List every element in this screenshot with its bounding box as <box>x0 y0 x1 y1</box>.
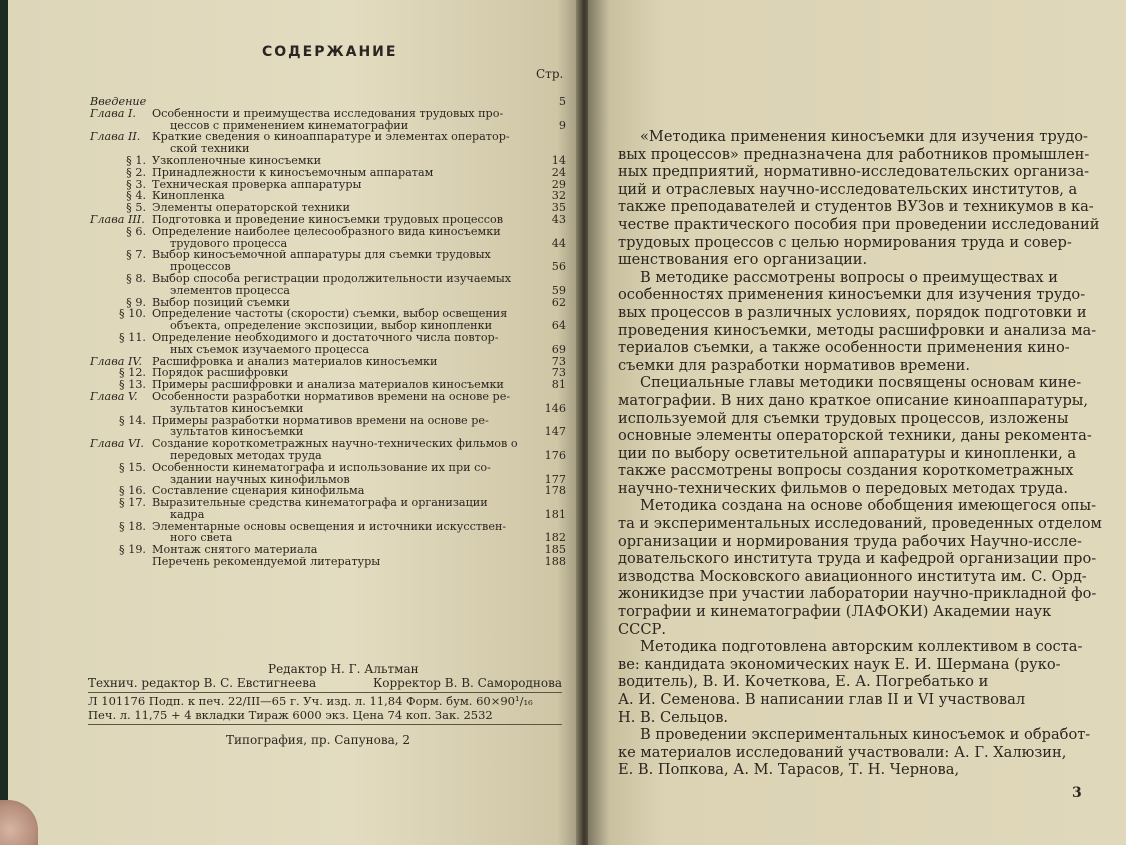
text-line: ции по выбору осветительной аппаратуры и кинопленки, а <box>618 444 1077 462</box>
text-line: СССР. <box>618 620 666 638</box>
toc-entry <box>90 226 566 238</box>
toc-entry-label: § 6. <box>126 224 146 238</box>
toc-entry <box>90 438 566 450</box>
text-line: проведения киносъемки, методы расшифровки и анализа ма- <box>618 321 1097 339</box>
toc-entry-label: Глава III. <box>90 212 145 226</box>
text-line: ных предприятий, нормативно-исследовательских организа- <box>618 163 1090 181</box>
toc-entry-label: § 10. <box>119 307 146 321</box>
toc-entry-page: 177 <box>544 472 566 486</box>
text-line: ций и отраслевых научно-исследовательских институтов, а <box>618 180 1078 198</box>
toc-entry-label: § 4. <box>126 189 146 203</box>
toc-entry-page: 59 <box>551 283 566 297</box>
toc-entry-title: ской техники <box>170 142 250 156</box>
toc-entry-title: Монтаж снятого материала <box>152 543 318 557</box>
toc-entry-title: Элементы операторской техники <box>152 201 350 215</box>
toc-entry <box>90 344 566 356</box>
toc-entry-page: 5 <box>558 95 566 108</box>
text-line: та и экспериментальных исследований, проведенных отделом <box>618 515 1102 533</box>
toc-entry-label: Глава I. <box>90 106 136 120</box>
toc-entry-label: § 7. <box>126 248 146 262</box>
toc-entry <box>90 556 566 568</box>
text-line: основные элементы операторской техники, даны рекомента- <box>618 427 1092 445</box>
text-line: тографии и кинематографии (ЛАФОКИ) Академии наук <box>618 603 1052 621</box>
toc-entry-page: 24 <box>551 165 566 179</box>
toc-entry-title: Выбор киносъемочной аппаратуры для съемки трудовых <box>152 248 491 262</box>
toc-entry-title: кадра <box>170 507 205 521</box>
toc-entry-title: Составление сценария кинофильма <box>152 484 365 498</box>
toc-entry-title: Элементарные основы освещения и источники искусствен- <box>152 519 507 533</box>
toc-entry <box>90 108 566 120</box>
toc-entry <box>90 155 566 167</box>
toc-entry-label: § 18. <box>119 519 146 533</box>
annotation-text <box>618 128 1102 779</box>
text-line: особенностях применения киносъемки для изучения трудо- <box>618 286 1086 304</box>
printer-credit: Типография, пр. Сапунова, 2 <box>226 733 411 747</box>
text-line: организации и нормирования труда рабочих Научно-иссле- <box>618 532 1082 550</box>
toc-entry-label: § 16. <box>119 484 146 498</box>
toc-entry-label: Глава VI. <box>90 437 144 451</box>
toc-entry <box>90 167 566 179</box>
toc-entry-label: Глава II. <box>90 130 141 144</box>
toc-entry-title: Определение необходимого и достаточного числа повтор- <box>152 330 499 344</box>
text-line: научно-технических фильмов о передовых методах труда. <box>618 479 1069 497</box>
toc-entry-page: 69 <box>551 342 566 356</box>
toc-entry <box>90 509 566 521</box>
toc-entry <box>90 450 566 462</box>
toc-entry-title: Особенности и преимущества исследования трудовых про- <box>152 106 504 120</box>
toc-entry-title: Определение наиболее целесообразного вида киносъемки <box>152 224 501 238</box>
toc-entry-page: 64 <box>551 319 566 333</box>
text-line: вых процессов в различных условиях, порядок подготовки и <box>618 303 1087 321</box>
colophon <box>88 662 562 747</box>
toc-entry-page: 62 <box>551 295 566 309</box>
tech-editor-credit: Технич. редактор В. С. Евстигнеева <box>88 676 317 690</box>
toc-entry-title: Выбор позиций съемки <box>152 295 290 309</box>
toc-entry <box>90 285 566 297</box>
toc-entry-title: Расшифровка и анализ материалов киносъемки <box>152 354 438 368</box>
toc-entry-title: процессов <box>170 260 231 274</box>
toc-entry-page: 185 <box>544 543 566 557</box>
toc-entry-page: 56 <box>551 260 566 274</box>
text-line: также преподавателей и студентов ВУЗов и техникумов в ка- <box>618 198 1094 216</box>
toc-entry <box>90 249 566 261</box>
toc-entry-page: 146 <box>544 401 566 415</box>
toc-entry-page: 178 <box>544 484 566 498</box>
toc-entry <box>90 214 566 226</box>
toc-entry-page: 9 <box>558 118 566 132</box>
text-line: жоникидзе при участии лаборатории научно-прикладной фо- <box>618 585 1097 603</box>
toc-entry-label: § 17. <box>119 496 146 510</box>
toc-entry-title: ного света <box>170 531 233 545</box>
toc-entry-title: зультатов киносъемки <box>170 425 304 439</box>
toc-entry <box>90 391 566 403</box>
text-line: В проведении экспериментальных киносъемок и обработ- <box>640 726 1091 744</box>
toc-entry-title: Особенности кинематографа и использование их при со- <box>152 460 491 474</box>
toc-entry-label: § 2. <box>126 165 146 179</box>
toc-entry-page: 32 <box>551 189 566 203</box>
toc-entry <box>90 415 566 427</box>
toc-entry-title: элементов процесса <box>170 283 290 297</box>
text-line: Специальные главы методики посвящены основам кине- <box>640 374 1082 392</box>
toc-entry-page: 181 <box>544 507 566 521</box>
toc-entry-title: Подготовка и проведение киносъемки трудовых процессов <box>152 212 504 226</box>
toc-entry-label: Глава IV. <box>90 354 143 368</box>
toc-entry-title: передовых методах труда <box>170 448 322 462</box>
text-line: Методика создана на основе обобщения имеющегося опы- <box>640 497 1097 515</box>
toc-entry-page: 14 <box>551 153 566 167</box>
toc-entry-page: 176 <box>544 448 566 462</box>
text-line: «Методика применения киносъемки для изучения трудо- <box>640 128 1088 145</box>
toc-entry-label: § 15. <box>119 460 146 474</box>
toc-entry-label: § 11. <box>119 330 146 344</box>
toc-entry-title: Выбор способа регистрации продолжительности изучаемых <box>152 271 512 285</box>
text-line: также рассмотрены вопросы создания короткометражных <box>618 462 1074 480</box>
text-line: честве практического пособия при проведении исследований <box>618 215 1100 233</box>
table-of-contents <box>90 96 566 568</box>
toc-entry-title: цессов с применением кинематографии <box>170 118 409 132</box>
tech-editor-row <box>88 676 562 693</box>
text-line: Е. В. Попкова, А. М. Тарасов, Т. Н. Чернова, <box>618 761 960 779</box>
toc-entry-title: Кинопленка <box>152 189 225 203</box>
toc-entry-page: 44 <box>551 236 566 250</box>
editor-credit: Редактор Н. Г. Альтман <box>268 662 419 676</box>
toc-entry <box>90 521 566 533</box>
toc-entry-title: Особенности разработки нормативов времени на основе ре- <box>152 389 511 403</box>
toc-entry-label: § 9. <box>126 295 146 309</box>
text-line: трудовых процессов с целью нормирования труда и совер- <box>618 233 1072 251</box>
text-line: ве: кандидата экономических наук Е. И. Шермана (руко- <box>618 655 1061 673</box>
toc-entry <box>90 403 566 415</box>
toc-entry <box>90 497 566 509</box>
toc-entry-page: 43 <box>551 212 566 226</box>
toc-entry-title: Порядок расшифровки <box>152 366 289 380</box>
right-page <box>588 0 1126 845</box>
text-line: териалов съемки, а также особенности применения кино- <box>618 339 1070 357</box>
toc-entry-title: Определение частоты (скорости) съемки, выбор освещения <box>152 307 508 321</box>
toc-entry <box>90 131 566 143</box>
toc-entry-page: 188 <box>544 555 566 569</box>
text-line: вых процессов» предназначена для работников промышлен- <box>618 145 1090 163</box>
page-column-header: Стр. <box>536 67 564 81</box>
toc-entry-label: § 8. <box>126 271 146 285</box>
toc-entry-label: § 14. <box>119 413 146 427</box>
toc-entry-title: Техническая проверка аппаратуры <box>152 177 362 191</box>
toc-entry-label: § 3. <box>126 177 146 191</box>
toc-entry-page: 35 <box>551 201 566 215</box>
text-line: съемки для разработки нормативов времени. <box>618 356 971 374</box>
toc-entry-label: § 5. <box>126 201 146 215</box>
left-page <box>8 0 580 845</box>
toc-entry-page: 147 <box>544 425 566 439</box>
page-number: 3 <box>1072 785 1082 801</box>
text-line: используемой для съемки трудовых процессов, изложены <box>618 409 1069 427</box>
toc-entry-label: § 19. <box>119 543 146 557</box>
text-line: В методике рассмотрены вопросы о преимуществах и <box>640 268 1058 286</box>
text-line: шенствования его организации. <box>618 251 868 269</box>
toc-entry-page: 81 <box>551 378 566 392</box>
toc-entry-title: объекта, определение экспозиции, выбор кинопленки <box>170 319 493 333</box>
toc-entry-page: 29 <box>551 177 566 191</box>
toc-entry <box>90 273 566 285</box>
text-line: водитель), В. И. Кочеткова, Е. А. Погребатько и <box>618 673 989 691</box>
toc-entry-title: здании научных кинофильмов <box>170 472 350 486</box>
text-line: Методика подготовлена авторским коллективом в соста- <box>640 638 1083 656</box>
text-line: изводства Московского авиационного института им. С. Орд- <box>618 567 1087 585</box>
toc-entry-title: Краткие сведения о киноаппаратуре и элементах оператор- <box>152 130 510 144</box>
corrector-credit: Корректор В. В. Самороднова <box>372 676 562 690</box>
toc-entry-label: § 1. <box>126 153 146 167</box>
toc-entry-title: Примеры разработки нормативов времени на основе ре- <box>152 413 489 427</box>
text-line: довательского института труда и кафедрой организации про- <box>618 550 1097 568</box>
text-line: матографии. В них дано краткое описание киноаппаратуры, <box>618 391 1089 409</box>
toc-entry-title: Узкопленочные киносъемки <box>152 153 322 167</box>
toc-entry-label: § 12. <box>119 366 146 380</box>
toc-entry <box>90 462 566 474</box>
toc-entry-title: трудового процесса <box>170 236 288 250</box>
text-line: А. И. Семенова. В написании глав II и VI участвовал <box>618 691 1026 708</box>
toc-entry <box>90 332 566 344</box>
toc-entry-page: 182 <box>544 531 566 545</box>
imprint-rule <box>88 724 562 725</box>
imprint-line-2: Печ. л. 11,75 + 4 вкладки Тираж 6000 экз. Цена 74 коп. Зак. 2532 <box>88 707 493 722</box>
toc-entry-title: Перечень рекомендуемой литературы <box>152 555 381 569</box>
contents-title: СОДЕРЖАНИЕ <box>262 44 398 60</box>
toc-entry-title: Выразительные средства кинематографа и организации <box>152 496 488 510</box>
toc-entry-label: Глава V. <box>90 389 138 403</box>
toc-entry-page: 73 <box>551 366 566 380</box>
toc-entry-title: Создание короткометражных научно-технических фильмов о <box>152 437 518 451</box>
toc-entry-label: Введение <box>90 95 147 108</box>
toc-entry-title: Примеры расшифровки и анализа материалов киносъемки <box>152 378 504 392</box>
toc-entry-page: 73 <box>551 354 566 368</box>
toc-entry-label: § 13. <box>119 378 146 392</box>
toc-entry-title: зультатов киносъемки <box>170 401 304 415</box>
imprint-line-1: Л 101176 Подп. к печ. 22/III—65 г. Уч. изд. л. 11,84 Форм. бум. 60×90¹/₁₆ <box>88 694 533 708</box>
toc-entry-title: Принадлежности к киносъемочным аппаратам <box>152 165 434 179</box>
toc-entry-title: ных съемок изучаемого процесса <box>170 342 370 356</box>
imprint <box>88 695 562 722</box>
text-line: ке материалов исследований участвовали: А. Г. Халюзин, <box>618 743 1067 761</box>
text-line: Н. В. Сельцов. <box>618 708 729 726</box>
